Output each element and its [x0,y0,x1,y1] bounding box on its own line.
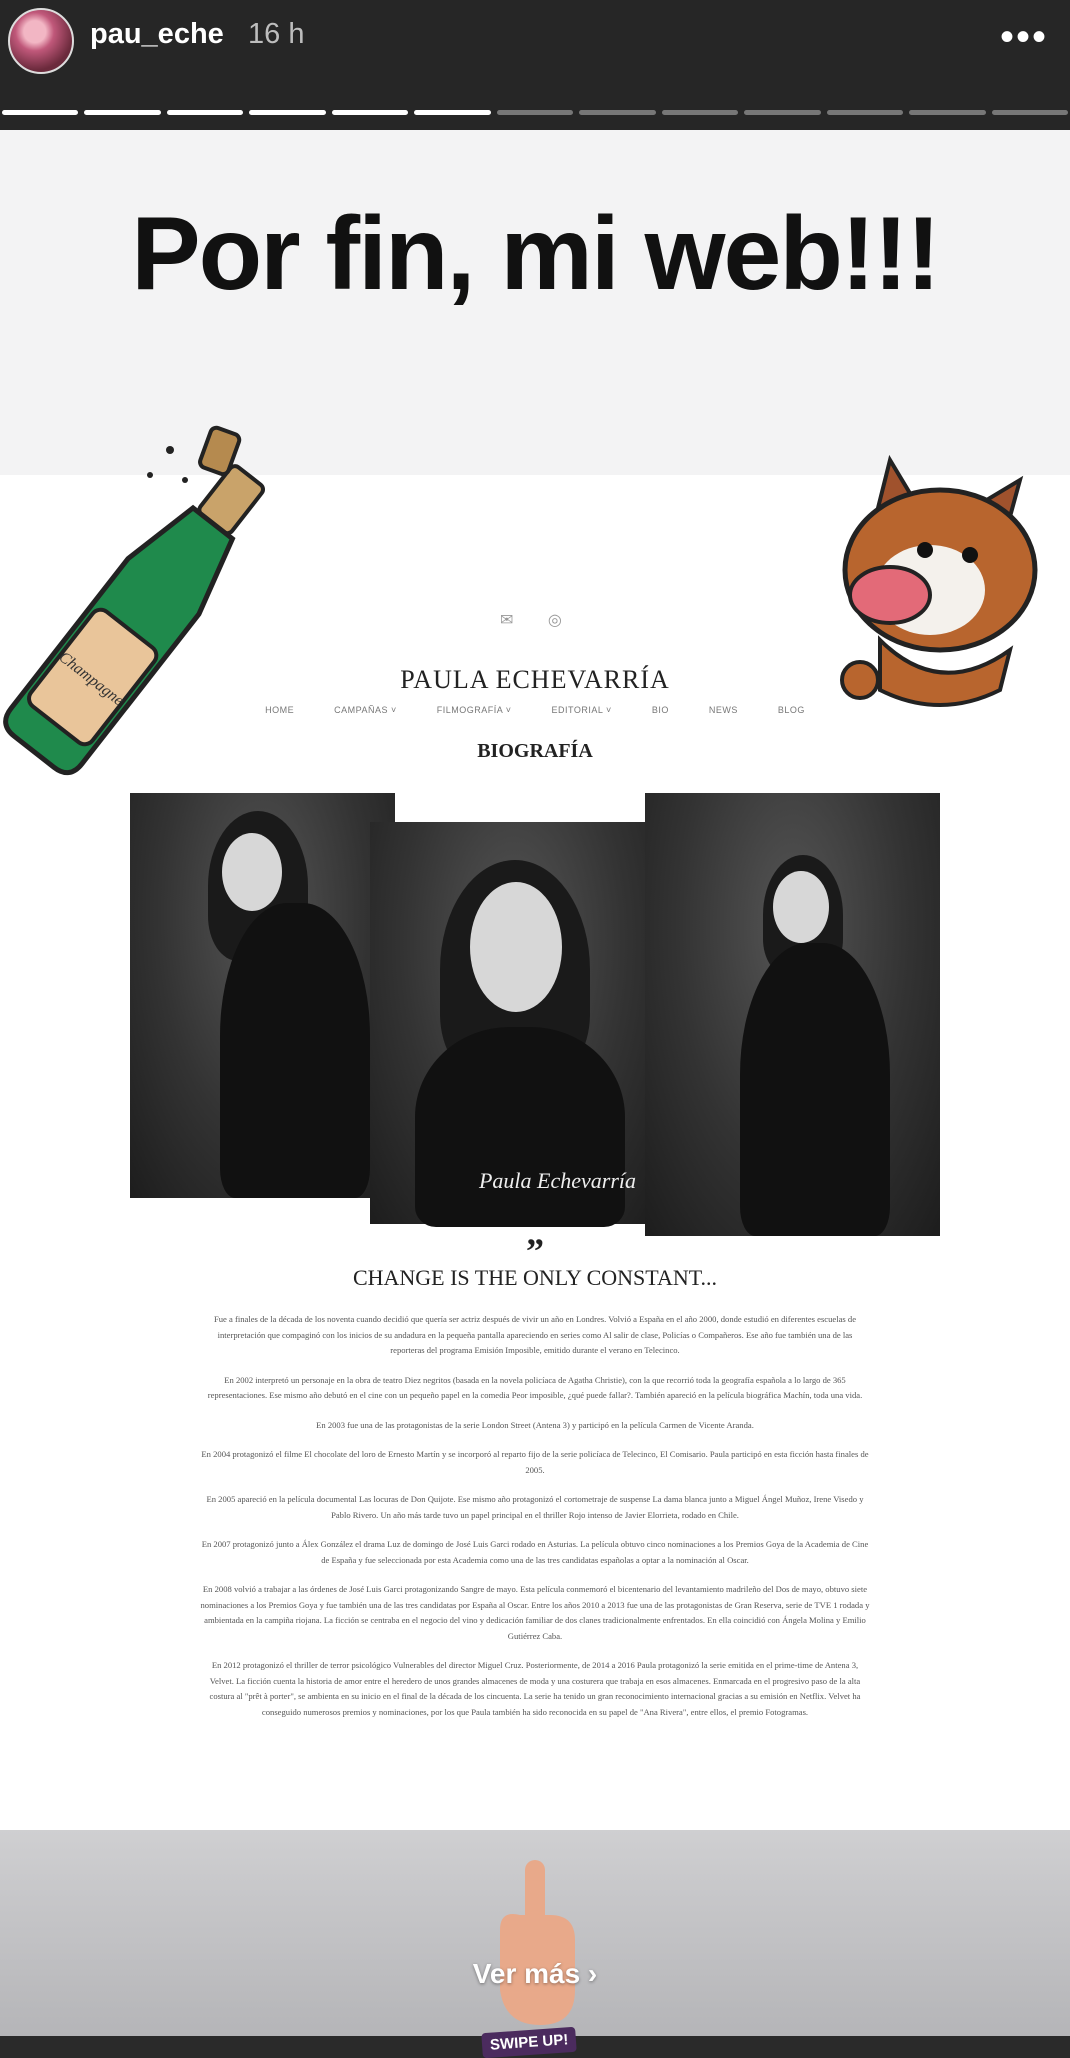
quote-mark: ” [526,1231,544,1271]
nav-item: NEWS [708,705,738,715]
more-dots-icon[interactable]: ••• [999,15,1048,59]
story-progress [0,110,1070,116]
bio-paragraph: Fue a finales de la década de los noventa cuando decidió que quería ser actriz después de vivir un año en Londres. Volvió a España en el año 2000, donde estudió en diferentes escuelas de interpretación que compaginó con los inicios de su andadura en la pequeña pantalla apareciendo en series como Al salir de clase, Policías o Compañeros. Ese año fue también una de las reporteras del programa Emisión Imposible, emitido durante el verano en Telecinco. [213,1314,857,1355]
headline: Por fin, mi web!!! [131,196,939,312]
photo-right [645,793,940,1236]
nav-item: HOME [265,705,295,715]
bio-paragraph: En 2004 protagonizó el filme El chocolate del loro de Ernesto Martín y se incorporó al reparto fijo de la serie policíaca de Telecinco, El Comisario. Paula participó en esta ficción hasta finales de 2005. [201,1449,869,1475]
story-header [0,0,1070,130]
progress-segment [909,110,985,115]
section-title: BIOGRAFÍA [477,740,593,762]
story-content[interactable] [0,130,1070,2054]
mail-icon: ✉ [500,612,514,629]
nav-item: EDITORIAL ˅ [551,705,612,715]
nav-item: CAMPAÑAS ˅ [334,705,397,715]
progress-segment [414,110,490,115]
site-social-icons [500,610,592,630]
progress-segment [579,110,655,115]
progress-segment [662,110,738,115]
bio-paragraph: En 2008 volvió a trabajar a las órdenes de José Luis Garci protagonizando Sangre de mayo. Esta película conmemoró el bicentenario del levantamiento madrileño del Dos de mayo, obtuvo siete nominaciones a los Premios Goya y fue también una de las tres candidatas por España al Oscar. Entre los años 2010 a 2013 fue una de las protagonistas de Gran Reserva, serie de TVE 1 rodada y ambientada en la campiña riojana. La ficción se centraba en el negocio del vino y dedicación familiar de dos clanes tradicionalmente enfrentados. En ella coincidió con Ángela Molina y Emilio Gutiérrez Caba. [200,1584,870,1641]
bottle-label: Champagne [55,648,127,710]
progress-segment [2,110,78,115]
bio-paragraph: En 2012 protagonizó el thriller de terror psicológico Vulnerables del director Miguel Cruz. Posteriormente, de 2014 a 2016 Paula protagonizó la serie emitida en el prime-time de Antena 3, Velvet. La ficción cuenta la historia de amor entre el heredero de unos grandes almacenes de moda y una costurera que trabaja en esos almacenes. Enmarcada en el progresivo paso de la alta costura al "prêt à porter", se ambienta en su inicio en el final de la década de los cincuenta. La serie ha tenido un gran reconocimiento internacional gracias a su emisión en Netflix. Velvet ha conseguido numerosos premios y nominaciones, por los que Paula también ha sido reconocida en su papel de "Ana Rivera", entre ellos, el premio Fotogramas. [209,1660,861,1717]
progress-segment [744,110,820,115]
site-title: PAULA ECHEVARRÍA [400,665,670,694]
progress-segment [497,110,573,115]
post-time: 16 h [248,18,305,50]
progress-segment [332,110,408,115]
photo-center [370,822,658,1224]
dog-sticker-icon [820,440,1050,720]
nav-item: FILMOGRAFÍA ˅ [436,705,512,715]
progress-segment [992,110,1068,115]
progress-segment [249,110,325,115]
progress-segment [84,110,160,115]
avatar[interactable] [8,8,74,74]
bio-paragraph: En 2002 interpretó un personaje en la obra de teatro Diez negritos (basada en la novela policíaca de Agatha Christie), con la que recorrió toda la geografía española a lo largo de 365 representaciones. Ese mismo año debutó en el cine con un pequeño papel en la comedia Peor imposible, ¿qué puede fallar?. También apareció en la película biográfica Machín, toda una vida. [207,1374,863,1400]
signature: Paula Echevarría [478,1168,636,1193]
see-more-button[interactable]: Ver más › [472,1958,598,1989]
nav-item: BLOG [777,705,805,715]
instagram-icon: ◎ [547,612,562,629]
username[interactable]: pau_eche [90,18,224,50]
champagne-bottle-icon [20,420,270,800]
pointing-hand-icon [480,1850,590,2030]
progress-segment [167,110,243,115]
swipe-up-sticker[interactable]: SWIPE UP! [481,2027,577,2058]
quote: CHANGE IS THE ONLY CONSTANT... [352,1265,718,1290]
nav-item: BIO [651,705,669,715]
bio-paragraph: En 2003 fue una de las protagonistas de la serie London Street (Antena 3) y participó en la película Carmen de Vicente Aranda. [316,1419,754,1430]
bio-paragraph: En 2005 apareció en la película documental Las locuras de Don Quijote. Ese mismo año protagonizó el cortometraje de suspense La dama blanca junto a Miguel Ángel Muñoz, Irene Visedo y Pablo Rivero. Un año más tarde tuvo un papel principal en el thriller Rojo intenso de Javier Elorrieta, rodado en Chile. [206,1494,864,1520]
photo-left [130,793,395,1198]
bio-paragraph: En 2007 protagonizó junto a Álex González el drama Luz de domingo de José Luis Garci rodado en Asturias. La película obtuvo cinco nominaciones a los Premios Goya de la Academia de Cine de España y fue seleccionada por esta Academia como una de las tres candidatas españolas a optar a la nominación al Oscar. [201,1539,869,1565]
progress-segment [827,110,903,115]
bio-text [200,1312,870,1734]
